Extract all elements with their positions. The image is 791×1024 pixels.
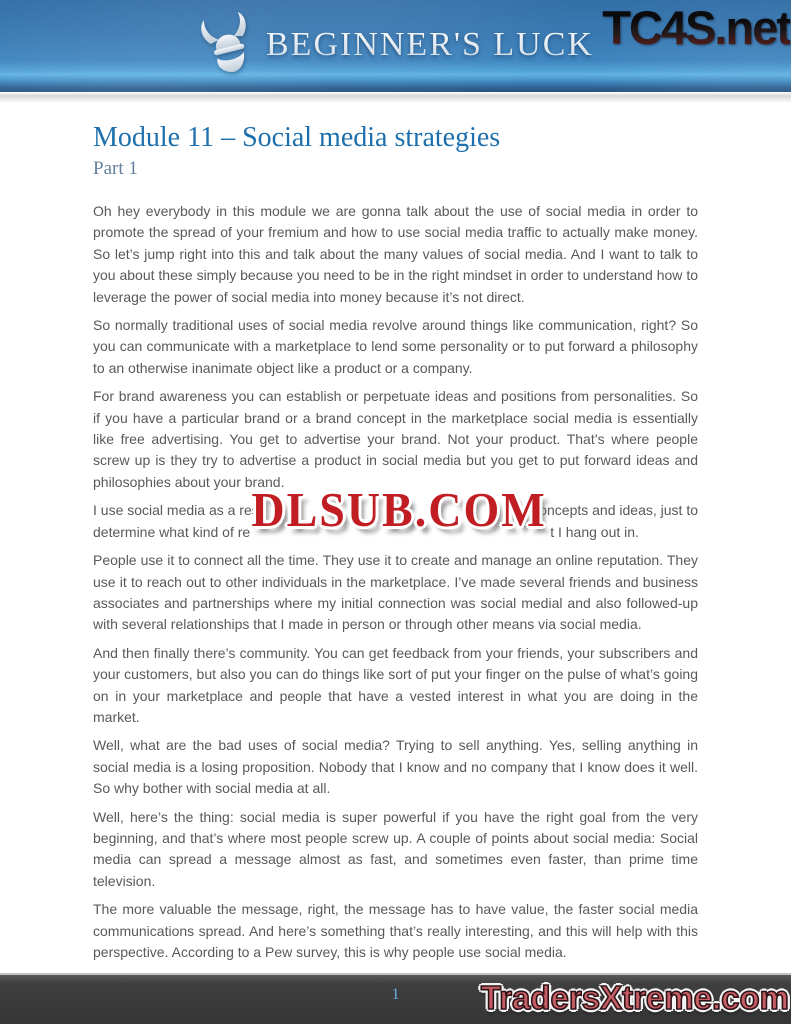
header-banner [0, 0, 791, 92]
header-bottom-strip [0, 92, 791, 103]
covered-line-right: t I hang out in. [550, 523, 639, 540]
covered-line-right: concepts and ideas, just to [532, 502, 698, 519]
paragraph: People use it to connect all the time. They use it to create and manage an online reputation. They use it to reach out to other individuals in the marketplace. I’ve made several friends and business associates and partnerships where my initial connection was social medial and also followed-up with several relationships that I made in person or through other means via social media. [93, 552, 698, 633]
paragraph: Well, what are the bad uses of social media? Trying to sell anything. Yes, selling anything in social media is a losing proposition. Nobody that I know and no company that I know does it well. So why bother with social media at all. [93, 737, 698, 797]
paragraph: For brand awareness you can establish or perpetuate ideas and positions from personalities. So if you have a particular brand or a brand concept in the marketplace social media is essentially like free advertising. You get to advertise your brand. Not your product. That’s where people screw up is they try to advertise a product in social media but you get to put forward ideas and philosophies about your brand. [93, 388, 698, 490]
paragraph: So normally traditional uses of social media revolve around things like communication, right? So you can communicate with a marketplace to lend some personality or to put forward a philosophy to an otherwise inanimate object like a product or a company. [93, 317, 698, 376]
body-copy [93, 201, 698, 963]
document-content [93, 122, 698, 970]
paragraph: Oh hey everybody in this module we are gonna talk about the use of social media in order to promote the spread of your fremium and how to use social media traffic to actually make money. So let’s jump right into this and talk about the many values of social media. And I want to talk to you about these simply because you need to be in the right mindset in order to understand how to leverage the power of social media into money because it’s not direct. [93, 203, 698, 305]
paragraph: Well, here’s the thing: social media is super powerful if you have the right goal from the very beginning, and that’s where most people screw up. A couple of points about social media: Social media can spread a message almost as fast, and sometimes even faster, than prime time television. [93, 808, 698, 889]
paragraph: The more valuable the message, right, the message has to have value, the faster social media communications spread. And here’s something that’s really interesting, and this will help with this perspective. According to a Pew survey, this is why people use social media. [93, 901, 698, 960]
dlsub-watermark: DLSUB.COM [251, 482, 547, 537]
logo-wordmark: BEGINNER'S LUCK [266, 12, 594, 78]
tc4s-watermark: TC4S.net [602, 1, 790, 54]
viking-helmet-icon [198, 12, 258, 78]
covered-line-left: determine what kind of re [93, 523, 251, 540]
paragraph: And then finally there’s community. You can get feedback from your friends, your subscribers and your customers, but also you can do things like sort of put your finger on the pulse of what’s going on in your marketplace and people that have a vested interest in what you are doing in the market. [93, 644, 698, 725]
page-title: Module 11 – Social media strategies [93, 122, 501, 153]
footer-bar [0, 973, 791, 1024]
page-number: 1 [391, 986, 400, 1003]
tradersxtreme-watermark: TradersXtreme.com [480, 979, 789, 1016]
beginners-luck-logo [198, 12, 594, 78]
page-subtitle: Part 1 [93, 158, 138, 179]
covered-line-left: I use social media as a rese [93, 502, 267, 519]
